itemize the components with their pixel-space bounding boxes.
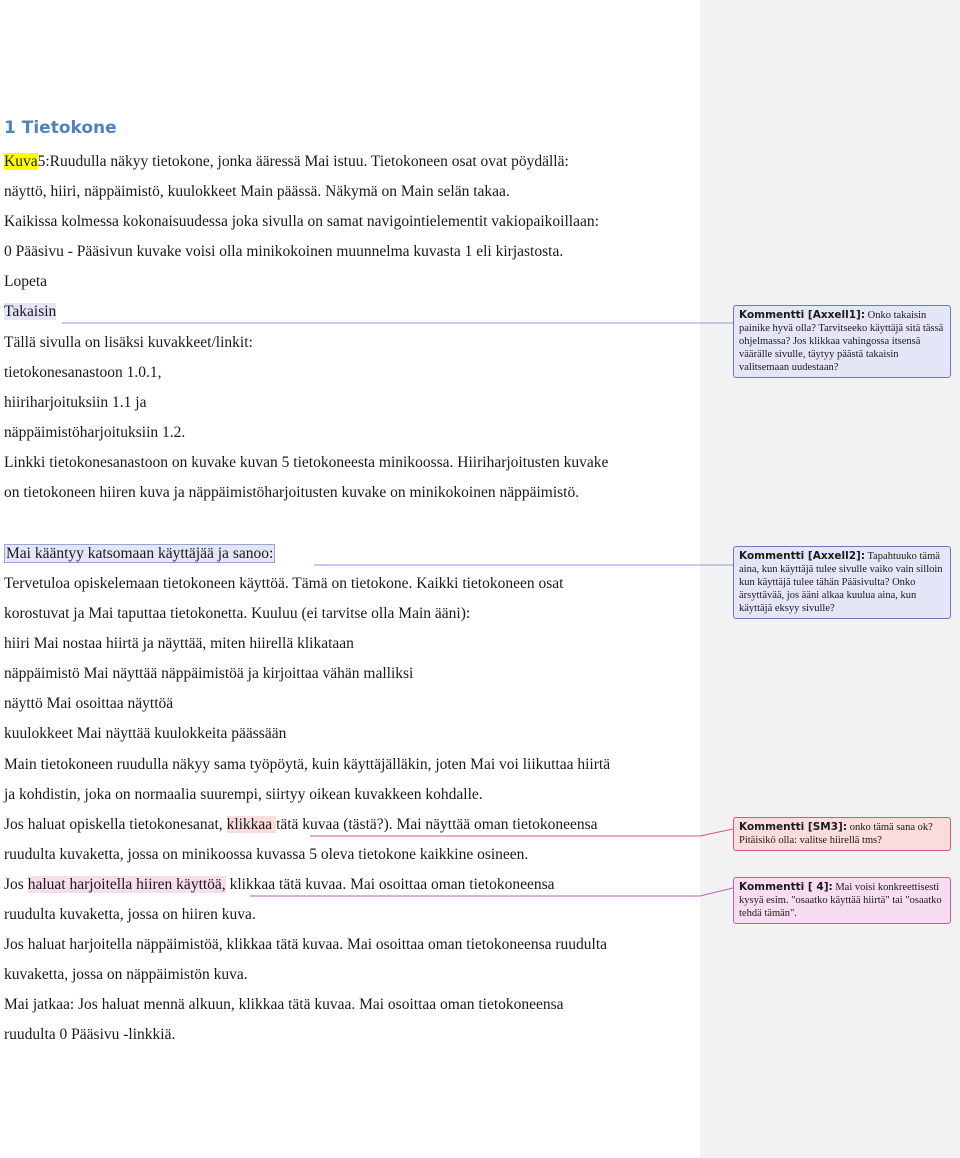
intro-line-10: näppäimistöharjoituksiin 1.2. [4, 424, 186, 441]
intro-line-2: näyttö, hiiri, näppäimistö, kuulokkeet Main päässä. Näkymä on Main selän takaa. [4, 183, 510, 200]
section2-line-12-a: Jos [4, 876, 28, 893]
hiiren-kaytto-highlight: haluat harjoitella hiiren käyttöä, [27, 876, 226, 893]
section2-line-5: näppäimistö Mai näyttää näppäimistöä ja kirjoittaa vähän malliksi [4, 665, 414, 682]
comment-text: Tapahtuuko tämä aina, kun käyttäjä tulee sivulle vaiko vain silloin kun käyttäjä tulee tähän Pääsivulta? Onko ärsyttävää, jos ääni alkaa kuulua aina, kun käyttäjä eksyy sivulle? [739, 551, 943, 614]
section2-line-10-c: tätä kuvaa (tästä?). Mai näyttää oman tietokoneensa [276, 816, 598, 833]
intro-line-11: Linkki tietokonesanastoon on kuvake kuvan 5 tietokoneesta minikoossa. Hiiriharjoitusten kuvake [4, 454, 609, 471]
intro-line-12: on tietokoneen hiiren kuva ja näppäimistöharjoitusten kuvake on minikokoinen näppäimistö. [4, 484, 580, 501]
comment-box-4[interactable] [733, 877, 951, 924]
section2-line-11: ruudulta kuvaketta, jossa on minikoossa kuvassa 5 oleva tietokone kaikkine osineen. [4, 846, 529, 863]
intro-line-3: Kaikissa kolmessa kokonaisuudessa joka sivulla on samat navigointielementit vakiopaikoillaan: [4, 213, 599, 230]
comment-box-2[interactable] [733, 546, 951, 619]
section2-line-1 [4, 545, 275, 563]
intro-line-1 [4, 153, 569, 171]
section2-line-9: ja kohdistin, joka on normaalia suurempi, siirtyy oikean kuvakkeen kohdalle. [4, 786, 483, 803]
comment-text: Onko takaisin painike hyvä olla? Tarvitseeko käyttäjä sitä tässä ohjelmassa? Jos klikkaa vahingossa itsensä väärälle sivulle, täytyy päästä takaisin valitsemaan uudestaan? [739, 310, 944, 373]
section2-line-17: ruudulta 0 Pääsivu -linkkiä. [4, 1026, 176, 1043]
intro-line-5: Lopeta [4, 273, 48, 290]
section2-line-14: Jos haluat harjoitella näppäimistöä, klikkaa tätä kuvaa. Mai osoittaa oman tietokoneensa ruudulta [4, 936, 608, 953]
comment-author: Kommentti [Axxell2]: [739, 550, 866, 562]
section2-line-10-a: Jos haluat opiskella tietokonesanat, [4, 816, 227, 833]
comment-author: Kommentti [ 4]: [739, 881, 833, 893]
comment-author: Kommentti [SM3]: [739, 821, 848, 833]
section2-line-13: ruudulta kuvaketta, jossa on hiiren kuva. [4, 906, 256, 923]
intro-line-9: hiiriharjoituksiin 1.1 ja [4, 394, 147, 411]
section2-line-6: näyttö Mai osoittaa näyttöä [4, 695, 174, 712]
comment-box-3[interactable] [733, 817, 951, 851]
section2-line-16: Mai jatkaa: Jos haluat mennä alkuun, klikkaa tätä kuvaa. Mai osoittaa oman tietokoneensa [4, 996, 564, 1013]
section2-line-15: kuvaketta, jossa on näppäimistön kuva. [4, 966, 248, 983]
comment-box-1[interactable] [733, 305, 951, 378]
section2-line-12-c: klikkaa tätä kuvaa. Mai osoittaa oman tietokoneensa [225, 876, 555, 893]
comment-author: Kommentti [Axxell1]: [739, 309, 866, 321]
takaisin-highlight: Takaisin [4, 303, 57, 320]
kuva-label: Kuva [4, 153, 38, 170]
section2-line-12 [4, 876, 555, 894]
intro-line-4: 0 Pääsivu - Pääsivun kuvake voisi olla minikokoinen muunnelma kuvasta 1 eli kirjastosta. [4, 243, 564, 260]
section2-line-2: Tervetuloa opiskelemaan tietokoneen käyttöä. Tämä on tietokone. Kaikki tietokoneen osat [4, 575, 564, 592]
intro-line-1-text: 5:Ruudulla näkyy tietokone, jonka ääressä Mai istuu. Tietokoneen osat ovat pöydällä: [37, 153, 569, 170]
klikkaa-highlight: klikkaa [226, 816, 277, 833]
section2-line-10 [4, 816, 598, 834]
mai-kaantyy-highlight: Mai kääntyy katsomaan käyttäjää ja sanoo: [6, 545, 274, 562]
comment-text: Mai voisi konkreettisesti kysyä esim. "osaatko käyttää hiirtä" tai "osaatko tehdä tämän". [739, 882, 942, 919]
section2-line-8: Main tietokoneen ruudulla näkyy sama työpöytä, kuin käyttäjälläkin, joten Mai voi liikuttaa hiirtä [4, 756, 611, 773]
section2-line-4: hiiri Mai nostaa hiirtä ja näyttää, miten hiirellä klikataan [4, 635, 354, 652]
intro-line-7: Tällä sivulla on lisäksi kuvakkeet/linkit: [4, 334, 253, 351]
intro-line-8: tietokonesanastoon 1.0.1, [4, 364, 162, 381]
section2-line-7: kuulokkeet Mai näyttää kuulokkeita päässään [4, 725, 287, 742]
comment-text: onko tämä sana ok? Pitäisikö olla: valitse hiirellä tms? [739, 822, 933, 846]
page-heading: 1 Tietokone [4, 118, 117, 138]
intro-line-6 [4, 303, 56, 321]
section2-line-3: korostuvat ja Mai taputtaa tietokonetta. Kuuluu (ei tarvitse olla Main ääni): [4, 605, 471, 622]
